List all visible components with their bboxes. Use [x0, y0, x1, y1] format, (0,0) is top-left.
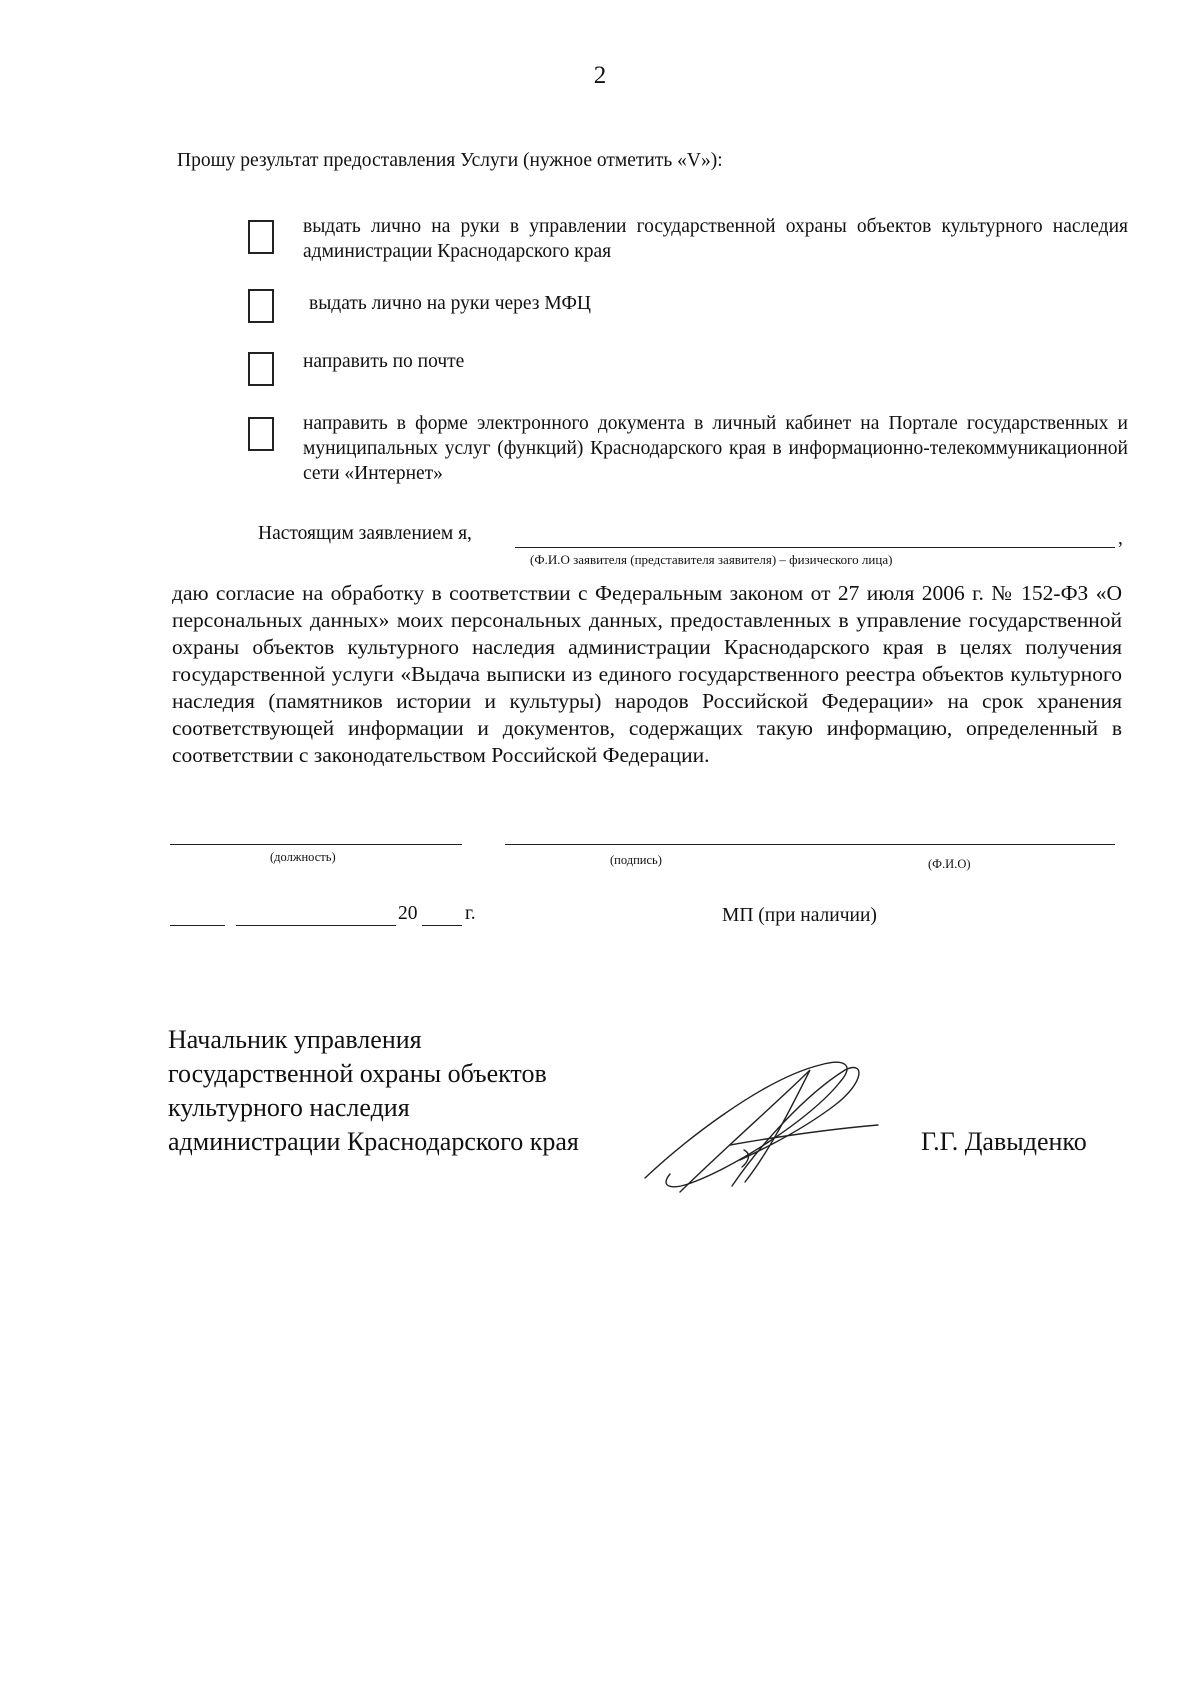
consent-comma: ,: [1118, 528, 1123, 549]
official-name: Г.Г. Давыденко: [921, 1127, 1087, 1156]
consent-text: даю согласие на обработку в соответствии с Федеральным законом от 27 июля 2006 г. № 152-ФЗ «О персональных данных» моих персональных данных, предоставленных в управление государственной охраны объектов культурного наследия администрации Краснодарского края в целях получения государственной услуги «Выдача выписки из единого государственного реестра объектов культурного наследия (памятников истории и культуры) народов Российской Федерации» на срок хранения соответствующей информации и документов, содержащих такую информацию, определенный в соответствии с законодательством Российской Федерации.: [172, 581, 1122, 767]
official-title-line: Начальник управления: [168, 1025, 422, 1054]
official-title-line: культурного наследия: [168, 1093, 410, 1122]
signature-caption: (подпись): [610, 853, 662, 867]
fio-short-caption: (Ф.И.О): [928, 857, 971, 871]
handwritten-signature: [640, 1050, 880, 1200]
option-label: выдать лично на руки в управлении государственной охраны объектов культурного наследия администрации Краснодарского края: [303, 216, 1128, 262]
page-number: 2: [593, 62, 607, 89]
checkbox-mfc[interactable]: [248, 289, 274, 323]
year-suffix: г.: [465, 903, 476, 924]
fio-input-line[interactable]: [515, 547, 1115, 548]
signature-fio-line[interactable]: [505, 844, 1115, 845]
official-title: [168, 1023, 579, 1159]
option-label: направить по почте: [303, 351, 465, 372]
delivery-option-mfc[interactable]: [248, 289, 1128, 325]
position-caption: (должность): [270, 850, 336, 864]
delivery-option-post[interactable]: [248, 352, 1128, 388]
delivery-option-in-person[interactable]: [248, 216, 1128, 280]
consent-lead: Настоящим заявлением я,: [258, 523, 472, 544]
year-prefix: 20: [398, 903, 418, 924]
checkbox-post[interactable]: [248, 352, 274, 386]
date-year-line[interactable]: [422, 925, 462, 926]
delivery-intro: Прошу результат предоставления Услуги (нужное отметить «V»):: [177, 150, 723, 171]
checkbox-in-person[interactable]: [248, 220, 274, 254]
checkbox-portal[interactable]: [248, 417, 274, 451]
date-day-line[interactable]: [170, 925, 225, 926]
date-month-line[interactable]: [236, 925, 396, 926]
official-title-line: администрации Краснодарского края: [168, 1127, 579, 1156]
fio-caption: (Ф.И.О заявителя (представителя заявителя) – физического лица): [530, 552, 893, 567]
seal-note: МП (при наличии): [722, 905, 877, 926]
option-label: выдать лично на руки через МФЦ: [309, 293, 591, 314]
option-label: направить в форме электронного документа в личный кабинет на Портале государственных и муниципальных услуг (функций) Краснодарского края в информационно-телекоммуникационной сети «Интернет»: [303, 413, 1128, 484]
position-line[interactable]: [170, 844, 462, 845]
delivery-option-portal[interactable]: [248, 413, 1128, 497]
official-title-line: государственной охраны объектов: [168, 1059, 547, 1088]
